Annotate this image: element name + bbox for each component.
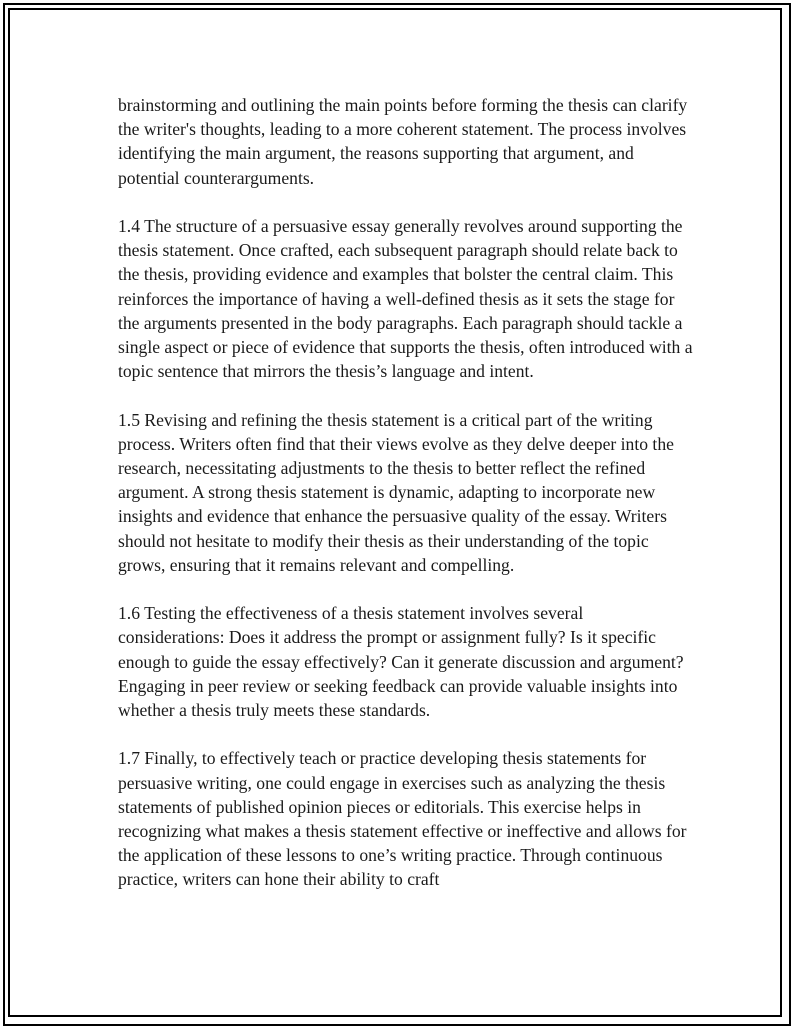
paragraph-1-4: 1.4 The structure of a persuasive essay generally revolves around supporting the thesis statement. Once crafted, each subsequent paragraph should relate back to the thesis, providing evidence and examples that bolster the central claim. This reinforces the importance of having a well-defined thesis as it sets the stage for the arguments presented in the body paragraphs. Each paragraph should tackle a single aspect or piece of evidence that supports the thesis, often introduced with a topic sentence that mirrors the thesis’s language and intent.	[118, 216, 693, 382]
paragraph-intro: brainstorming and outlining the main points before forming the thesis can clarify the writer's thoughts, leading to a more coherent statement. The process involves identifying the main argument, the reasons supporting that argument, and potential counterarguments.	[118, 95, 688, 188]
document-body	[118, 93, 693, 916]
paragraph-1-5: 1.5 Revising and refining the thesis statement is a critical part of the writing process. Writers often find that their views evolve as they delve deeper into the research, necessitating adjustments to the thesis to better reflect the refined argument. A strong thesis statement is dynamic, adapting to incorporate new insights and evidence that enhance the persuasive quality of the essay. Writers should not hesitate to modify their thesis as their understanding of the topic grows, ensuring that it remains relevant and compelling.	[118, 409, 674, 575]
paragraph-1-6: 1.6 Testing the effectiveness of a thesis statement involves several considerations: Does it address the prompt or assignment fully? Is it specific enough to guide the essay effectively? Can it generate discussion and argument? Engaging in peer review or seeking feedback can provide valuable insights into whether a thesis truly meets these standards.	[118, 603, 684, 721]
paragraph-1-7: 1.7 Finally, to effectively teach or practice developing thesis statements for persuasive writing, one could engage in exercises such as analyzing the thesis statements of published opinion pieces or editorials. This exercise helps in recognizing what makes a thesis statement effective or ineffective and allows for the application of these lessons to one’s writing practice. Through continuous practice, writers can hone their ability to craft	[118, 748, 687, 890]
